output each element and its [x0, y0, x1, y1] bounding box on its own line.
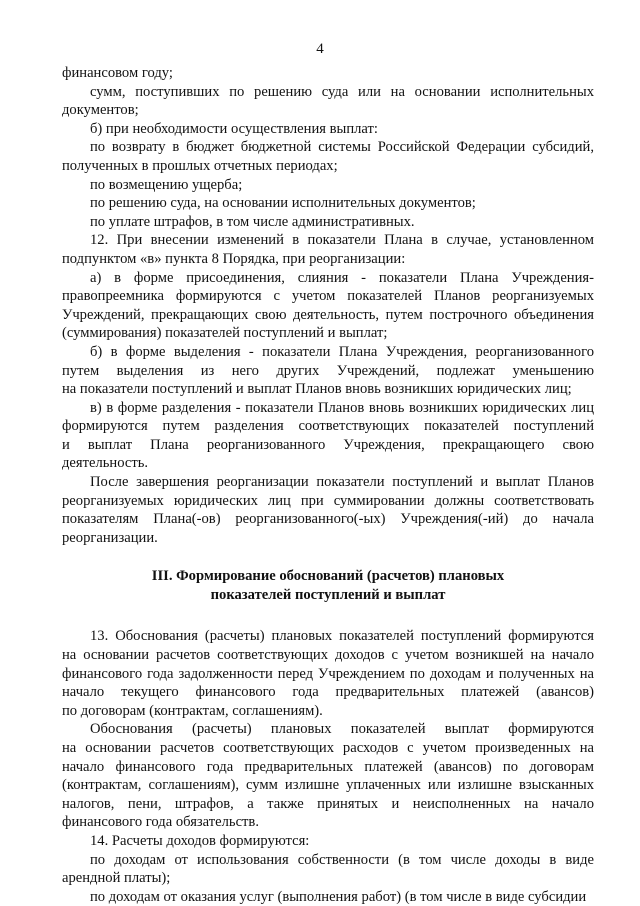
text-line: на показатели поступлений и выплат Планов вновь возникших юридических лиц;	[62, 381, 572, 398]
text-line: полученных в прошлых отчетных периодах;	[62, 157, 338, 174]
paragraph	[62, 120, 594, 139]
section-heading	[62, 567, 594, 605]
paragraph	[62, 473, 594, 547]
text-line: налогов, пени, штрафов, а также принятых и неисполненных на начало	[62, 795, 594, 812]
text-line: Обоснования (расчеты) плановых показателей выплат формируются	[90, 721, 594, 738]
text-line: по возмещению ущерба;	[90, 176, 243, 193]
paragraph	[62, 888, 594, 906]
text-line: начало текущего финансового года предварительных платежей (авансов)	[62, 684, 594, 701]
text-line: на основании расчетов соответствующих доходов с учетом возникшей на начало	[62, 647, 594, 664]
text-line: (контрактам, соглашениям), сумм излишне уплаченных или излишне взысканных	[62, 777, 594, 794]
text-line: 14. Расчеты доходов формируются:	[90, 832, 310, 849]
text-line: 13. Обоснования (расчеты) плановых показателей поступлений формируются	[90, 628, 594, 645]
text-line: деятельность.	[62, 455, 149, 472]
text-line: и выплат Плана реорганизованного Учреждения, прекращающего свою	[62, 436, 594, 453]
paragraph	[62, 194, 594, 213]
text-line: правопреемника формируются с учетом показателей Планов реорганизуемых	[62, 288, 594, 305]
text-line: путем выделения из него других Учреждений, подлежат уменьшению	[62, 362, 594, 379]
text-line: финансового года обязательств.	[62, 814, 259, 831]
paragraph	[62, 138, 594, 175]
text-line: по уплате штрафов, в том числе административных.	[90, 213, 415, 230]
text-line: сумм, поступивших по решению суда или на основании исполнительных	[90, 83, 594, 100]
text-line: по решению суда, на основании исполнительных документов;	[90, 195, 476, 212]
text-line: 12. При внесении изменений в показатели Плана в случае, установленном	[90, 232, 594, 249]
paragraph	[62, 399, 594, 473]
text-line: по доходам от оказания услуг (выполнения работ) (в том числе в виде субсидии	[90, 888, 587, 905]
text-line: реорганизации.	[62, 529, 158, 546]
text-line: по возврату в бюджет бюджетной системы Российской Федерации субсидий,	[90, 139, 594, 156]
paragraph	[62, 343, 594, 399]
paragraph	[62, 213, 594, 232]
paragraph	[62, 269, 594, 343]
section-heading-line1: III. Формирование обоснований (расчетов) плановых	[151, 568, 505, 585]
text-line: по доходам от использования собственности (в том числе доходы в виде	[90, 851, 594, 868]
paragraph	[62, 176, 594, 195]
page-number: 4	[316, 41, 324, 57]
text-line: (суммирования) показателей поступлений и выплат;	[62, 325, 388, 342]
paragraph	[62, 851, 594, 888]
text-line: документов;	[62, 102, 139, 119]
paragraph	[62, 83, 594, 120]
text-line: на основании расчетов соответствующих расходов с учетом произведенных на	[62, 740, 594, 756]
paragraph	[62, 720, 594, 832]
text-line: финансовом году;	[62, 65, 173, 81]
text-line: подпунктом «в» пункта 8 Порядка, при реорганизации:	[62, 250, 406, 267]
text-line: После завершения реорганизации показатели поступлений и выплат Планов	[90, 474, 594, 491]
paragraph	[62, 64, 594, 83]
text-line: по договорам (контрактам, соглашениям).	[62, 702, 323, 719]
text-line: показателям Плана(-ов) реорганизованного(-ых) Учреждения(-ий) до начала	[62, 511, 594, 528]
text-line: а) в форме присоединения, слияния - показатели Плана Учреждения-	[90, 269, 594, 286]
text-line: реорганизуемых юридических лиц при суммировании должны соответствовать	[62, 492, 594, 509]
text-line: начало финансового года предварительных платежей (авансов) по договорам	[62, 758, 594, 775]
text-line: арендной платы);	[62, 870, 171, 887]
paragraph	[62, 627, 594, 720]
text-line: в) в форме разделения - показатели Планов вновь возникших юридических лиц	[90, 399, 594, 416]
text-line: формируются путем разделения соответствующих показателей поступлений	[62, 418, 594, 435]
top-paragraphs	[62, 64, 594, 547]
paragraph	[62, 832, 594, 851]
document-body	[62, 64, 594, 906]
bottom-paragraphs	[62, 627, 594, 906]
text-line: б) в форме выделения - показатели Плана Учреждения, реорганизованного	[90, 343, 594, 360]
paragraph	[62, 231, 594, 268]
text-line: Учреждений, прекращающих свою деятельность, путем построчного объединения	[62, 306, 594, 323]
section-heading-line2: показателей поступлений и выплат	[210, 587, 446, 604]
text-line: б) при необходимости осуществления выплат:	[90, 120, 378, 137]
text-line: финансового года задолженности перед Учреждением по доходам и полученных на	[62, 665, 594, 682]
